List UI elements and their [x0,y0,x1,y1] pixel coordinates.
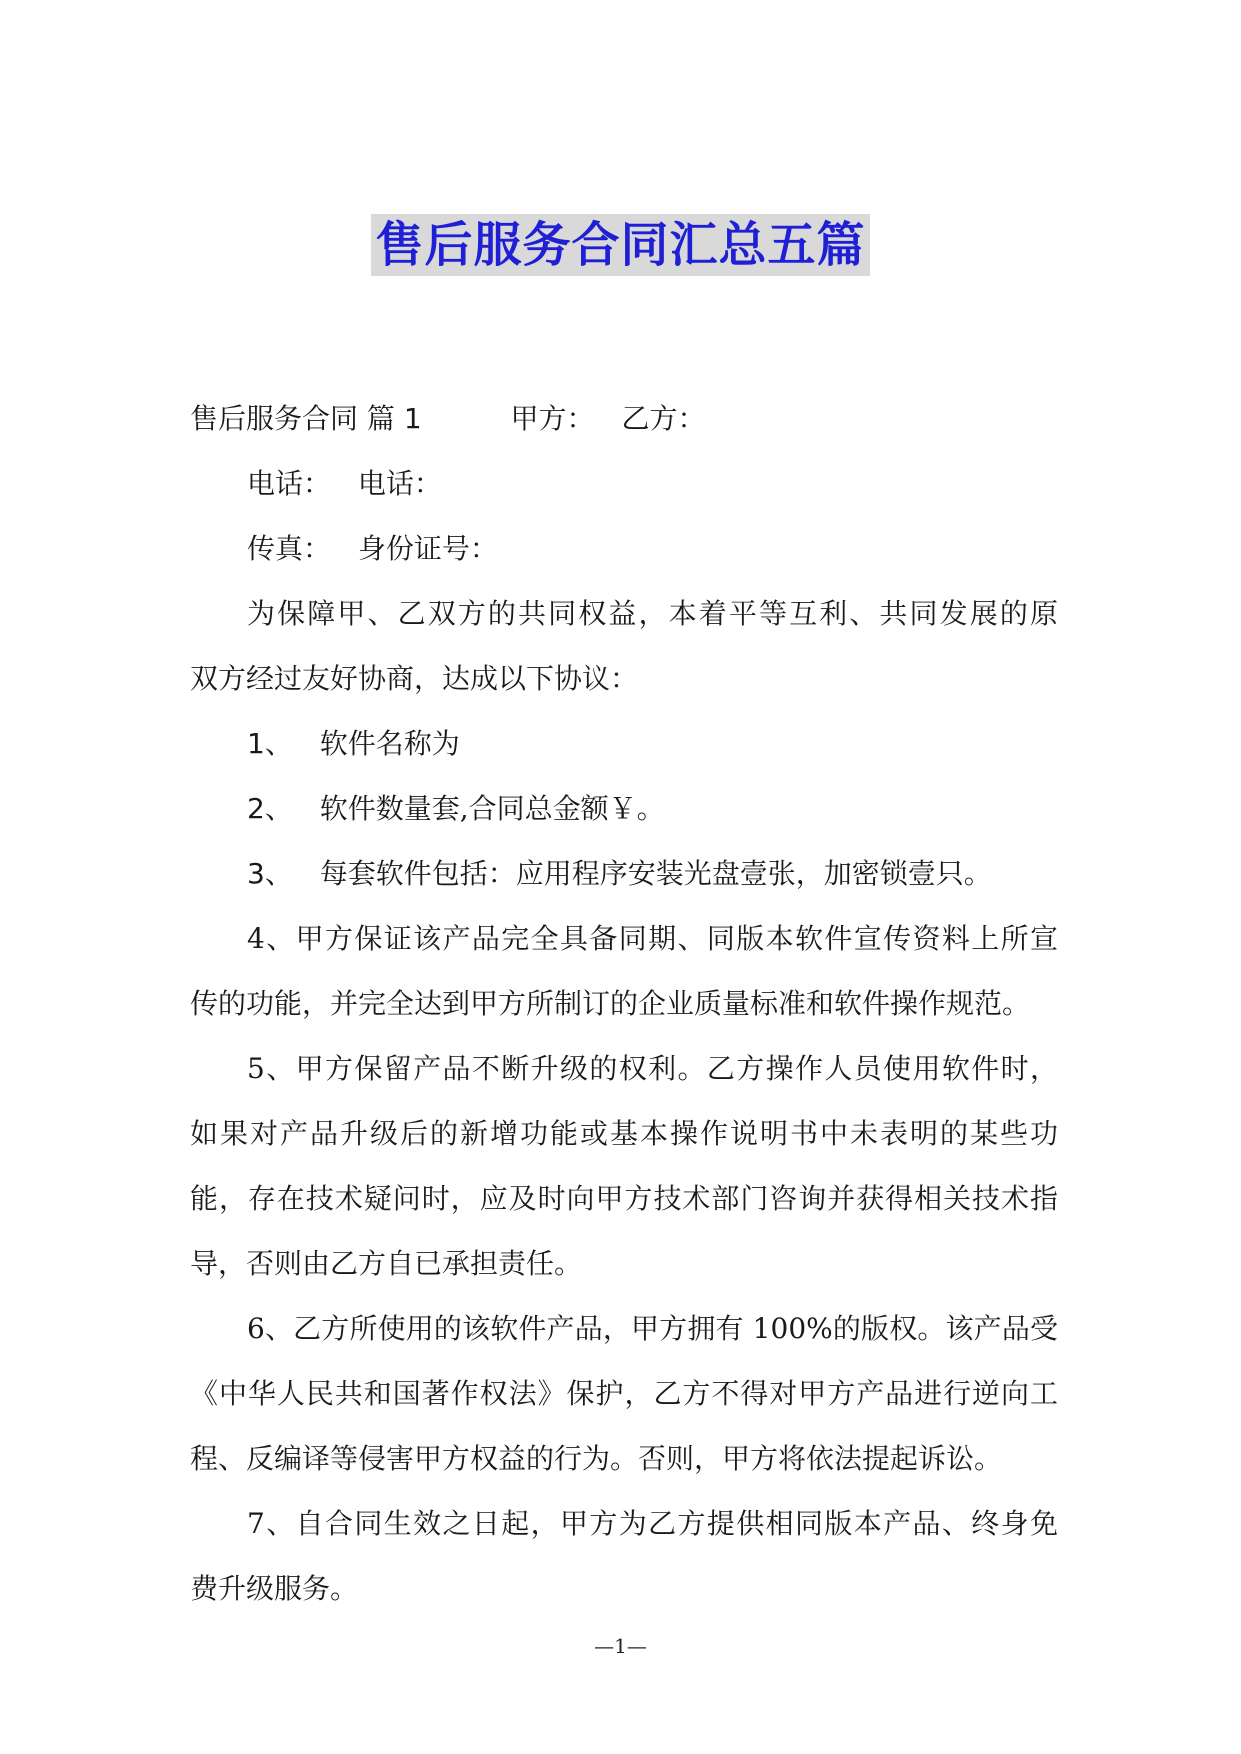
item-text: 软件数量套,合同总金额￥。 [319,792,665,825]
contract-heading: 售后服务合同 [190,402,359,435]
clause-6-paragraph [190,1296,1058,1491]
fax-line [190,516,1058,581]
preamble-paragraph [190,581,1058,711]
phone-a-label: 电话： [247,467,332,500]
clause-line: 能，存在技术疑问时，应及时向甲方技术部门咨询并获得相关技术指 [190,1182,1058,1215]
clause-line: 《中华人民共和国著作权法》保护，乙方不得对甲方产品进行逆向工 [190,1377,1058,1410]
item-text: 每套软件包括：应用程序安装光盘壹张，加密锁壹只。 [319,857,992,890]
clause-7-paragraph [190,1491,1058,1621]
section-label: 篇 1 [366,402,422,435]
preamble-line: 为保障甲、乙双方的共同权益，本着平等互利、共同发展的原 [247,597,1058,630]
list-item [190,841,1058,906]
clause-line: 5、甲方保留产品不断升级的权利。乙方操作人员使用软件时， [247,1052,1058,1085]
clause-4-paragraph [190,906,1058,1036]
item-number: 1、 [247,727,293,760]
phone-b-label: 电话： [357,467,442,500]
id-number-label: 身份证号： [357,532,498,565]
clause-line: 费升级服务。 [190,1572,359,1605]
title-wrapper [0,214,1241,276]
clause-line: 如果对产品升级后的新增功能或基本操作说明书中未表明的某些功 [190,1117,1058,1150]
fax-label: 传真： [247,532,332,565]
clause-line: 7、自合同生效之日起，甲方为乙方提供相同版本产品、终身免 [247,1507,1058,1540]
page-number: —1— [594,1634,647,1658]
preamble-line: 双方经过友好协商，达成以下协议： [190,662,639,695]
item-number: 2、 [247,792,293,825]
list-item [190,776,1058,841]
party-a-label: 甲方： [510,402,595,435]
document-title: 售后服务合同汇总五篇 [371,214,869,276]
header-line [190,386,1058,451]
phone-line [190,451,1058,516]
clause-line: 程、反编译等侵害甲方权益的行为。否则，甲方将依法提起诉讼。 [190,1442,1003,1475]
item-text: 软件名称为 [319,727,460,760]
party-b-label: 乙方： [621,402,706,435]
list-item [190,711,1058,776]
item-number: 3、 [247,857,293,890]
clause-line: 传的功能，并完全达到甲方所制订的企业质量标准和软件操作规范。 [190,987,1031,1020]
clause-line: 6、乙方所使用的该软件产品，甲方拥有 100%的版权。该产品受 [247,1312,1058,1345]
document-body [190,386,1058,1621]
clause-line: 4、甲方保证该产品完全具备同期、同版本软件宣传资料上所宣 [247,922,1058,955]
clause-line: 导，否则由乙方自已承担责任。 [190,1247,583,1280]
clause-5-paragraph [190,1036,1058,1296]
